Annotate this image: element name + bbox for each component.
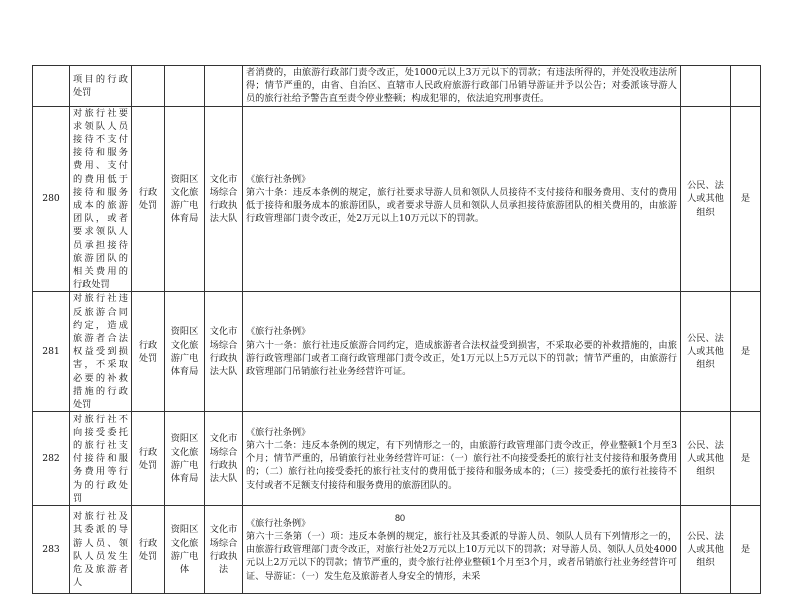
table-row [33,106,761,292]
item-name-cell: 对旅行社及其委派的导游人员、领队人员发生危及旅游者人 [70,506,132,594]
legal-basis-cell [243,292,681,412]
authority-cell: 资阳区文化旅游广电体育局 [165,106,205,292]
table-row [33,292,761,412]
table-row [33,412,761,506]
basis-title: 《旅行社条例》 [246,426,311,438]
flag-cell: 是 [731,106,761,292]
enforcement-unit-cell: 文化市场综合行政执法 [205,506,243,594]
enforcement-unit-cell [205,66,243,107]
target-cell [681,66,731,107]
enforcement-unit-cell: 文化市场综合行政执法大队 [205,412,243,506]
authority-cell [165,66,205,107]
item-name-cell: 对旅行社不向接受委托的旅行社支付接待和服务费用等行为的行政处罚 [70,412,132,506]
legal-basis-cell [243,412,681,506]
target-cell: 公民、法人或其他组织 [681,506,731,594]
basis-title: 者消费的，由旅游行政部门责令改正，处1000元以上3万元以下的罚款；有违法所得的，并处没收违法所得；情节严重的，由省、自治区、直辖市人民政府旅游行政部门吊销导游证并予以公告；对委派该导游人员的旅行社给予警告直至责令停业整顿；构成犯罪的，依法追究刑事责任。 [246,67,677,105]
basis-text: 第六十三条第（一）项：违反本条例的规定，旅行社及其委派的导游人员、领队人员有下列情形之一的，由旅游行政管理部门责令改正，对旅行社处2万元以上10万元以下的罚款；对导游人员、领队人员处4000元以上2万元以下的罚款；情节严重的，责令旅行社停业整顿1个月至3个月，或者吊销旅行社业务经营许可证、导游证：（一）发生危及旅游者人身安全的情形，未采 [246,530,677,582]
row-number: 281 [33,292,70,412]
legal-basis-cell [243,106,681,292]
basis-text: 第六十一条：旅行社违反旅游合同约定，造成旅游者合法权益受到损害，不采取必要的补救措施的，由旅游行政管理部门或者工商行政管理部门责令改正，处1万元以上5万元以下的罚款；情节严重的，由旅游行政管理部门吊销旅行社业务经营许可证。 [246,339,677,378]
basis-text: 第六十条：违反本条例的规定，旅行社要求导游人员和领队人员接待不支付接待和服务费用、支付的费用低于接待和服务成本的旅游团队，或者要求导游人员和领队人员承担接待旅游团队的相关费用的，由旅游行政管理部门责令改正，处2万元以上10万元以下的罚款。 [246,186,677,225]
item-name-cell: 对旅行社要求领队人员接待不支付接待和服务费用、支付的费用低于接待和服务成本的旅游团队，或者要求领队人员承担接待旅游团队的相关费用的行政处罚 [70,106,132,292]
target-cell: 公民、法人或其他组织 [681,106,731,292]
page-number: 80 [394,513,405,523]
target-cell: 公民、法人或其他组织 [681,412,731,506]
penalty-type-cell [132,66,165,107]
flag-cell: 是 [731,506,761,594]
row-number [33,66,70,107]
row-number: 282 [33,412,70,506]
basis-title: 《旅行社条例》 [246,173,311,185]
penalty-type-cell: 行政处罚 [132,292,165,412]
authority-cell: 资阳区文化旅游广电体育局 [165,412,205,506]
row-number: 280 [33,106,70,292]
enforcement-unit-cell: 文化市场综合行政执法大队 [205,292,243,412]
enforcement-unit-cell: 文化市场综合行政执法大队 [205,106,243,292]
basis-title: 《旅行社条例》 [246,326,311,338]
penalty-type-cell: 行政处罚 [132,506,165,594]
table-row [33,66,761,107]
authority-cell: 资阳区文化旅游广电体 [165,506,205,594]
item-name-cell: 项目的行政处罚 [70,66,132,107]
row-number: 283 [33,506,70,594]
penalty-type-cell: 行政处罚 [132,106,165,292]
flag-cell [731,66,761,107]
legal-basis-cell [243,66,681,107]
target-cell: 公民、法人或其他组织 [681,292,731,412]
item-name-cell: 对旅行社违反旅游合同约定，造成旅游者合法权益受到损害，不采取必要的补救措施的行政处罚 [70,292,132,412]
basis-text: 第六十二条：违反本条例的规定，有下列情形之一的，由旅游行政管理部门责令改正，停业整顿1个月至3个月；情节严重的，吊销旅行社业务经营许可证：（一）旅行社不向接受委托的旅行社支付接待和服务费用的；（二）旅行社向接受委托的旅行社支付的费用低于接待和服务成本的；（三）接受委托的旅行社接待不支付或者不足额支付接待和服务费用的旅游团队的。 [246,439,677,491]
basis-title: 《旅行社条例》 [246,517,311,529]
flag-cell: 是 [731,412,761,506]
penalty-type-cell: 行政处罚 [132,412,165,506]
authority-cell: 资阳区文化旅游广电体育局 [165,292,205,412]
flag-cell: 是 [731,292,761,412]
